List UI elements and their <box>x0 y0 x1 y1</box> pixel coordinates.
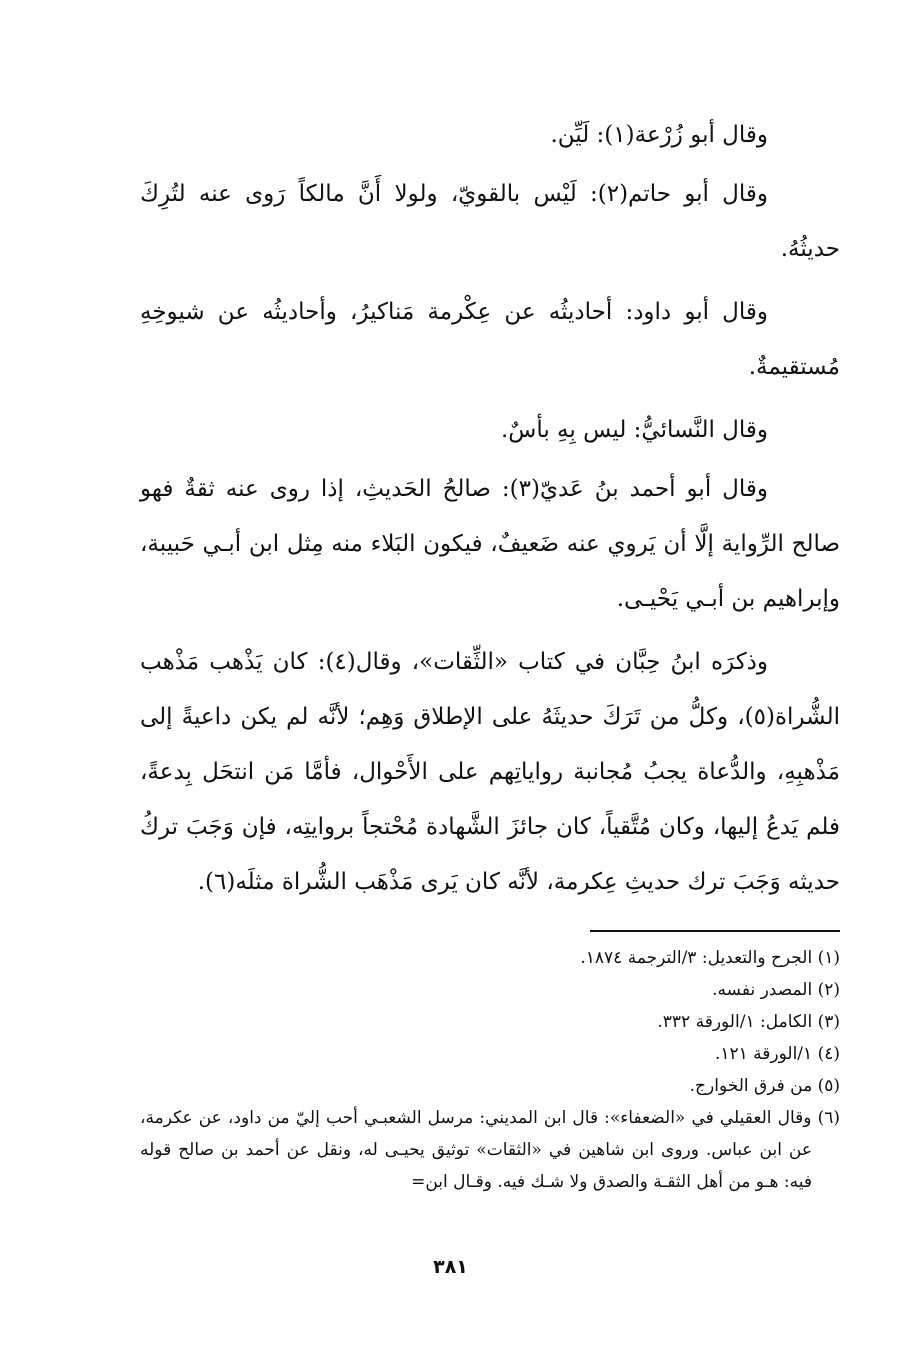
footnote-divider <box>590 930 840 932</box>
paragraph-ibn-hibban: وذكرَه ابنُ حِبَّان في كتاب «الثِّقات»، وقال(٤): كان يَذْهب مَذْهب الشُّراة(٥)، وكلُّ من تَرَكَ حديثَهُ على الإطلاق وَهِم؛ لأنَّه لم يكن داعيةً إلى مَذْهبِهِ، والدُّعاة يجبُ مُجانبة رواياتِهم على الأَحْوال، فأمَّا مَن انتحَل بِدعةً، فلم يَدعُ إليها، وكان مُتَّقياً، كان جائزَ الشَّهادة مُحْتجاً بروايتِه، فإن وَجَبَ تركُ حديثه وَجَبَ ترك حديثِ عِكرمة، لأنَّه كان يَرى مَذْهَب الشُّراة مثلَه(٦). <box>140 649 840 895</box>
footnote-6: (٦) وقال العقيلي في «الضعفاء»: قال ابن المديني: مرسل الشعبـي أحب إليّ من داود، عن عكرمة، عن ابن عباس. وروى ابن شاهين في «الثقات» توثيق يحيـى له، ونقل عن أحمد بن صالح قوله فيه: هـو من أهل الثقـة والصدق ولا شـك فيه. وقـال ابن= <box>140 1108 840 1192</box>
footnote-4: (٤) ١/الورقة ١٢١. <box>714 1044 840 1064</box>
main-text <box>140 108 840 918</box>
footnote-2: (٢) المصدر نفسه. <box>712 980 840 1000</box>
footnote-1: (١) الجرح والتعديل: ٣/الترجمة ١٨٧٤. <box>580 948 840 968</box>
paragraph-nasai: وقال النَّسائيُّ: ليس بِهِ بأسٌ. <box>500 417 768 443</box>
footnotes <box>140 942 840 1198</box>
paragraph-abu-zura: وقال أبو زُرْعة(١): لَيِّن. <box>550 122 768 148</box>
footnote-3: (٣) الكامل: ١/الورقة ٣٣٢. <box>657 1012 840 1032</box>
paragraph-abu-hatim: وقال أبو حاتم(٢): لَيْس بالقويّ، ولولا أَنَّ مالكاً رَوى عنه لتُرِكَ حديثُهُ. <box>140 181 840 262</box>
paragraph-ibn-adi: وقال أبو أحمد بنُ عَديّ(٣): صالحُ الحَديثِ، إذا روى عنه ثقةٌ فهو صالح الرِّواية إلَّا أن يَروي عنه ضَعيفٌ، فيكون البَلاء منه مِثل ابن أبـي حَبيبة، وإبراهيم بن أبـي يَحْيـى. <box>140 476 840 612</box>
paragraph-abu-dawud: وقال أبو داود: أحاديثُه عن عِكْرمة مَناكيرُ، وأحاديثُه عن شيوخِهِ مُستقيمةٌ. <box>140 299 840 380</box>
footnote-5: (٥) من فرق الخوارج. <box>689 1076 840 1096</box>
page-number: ٣٨١ <box>433 1256 468 1278</box>
